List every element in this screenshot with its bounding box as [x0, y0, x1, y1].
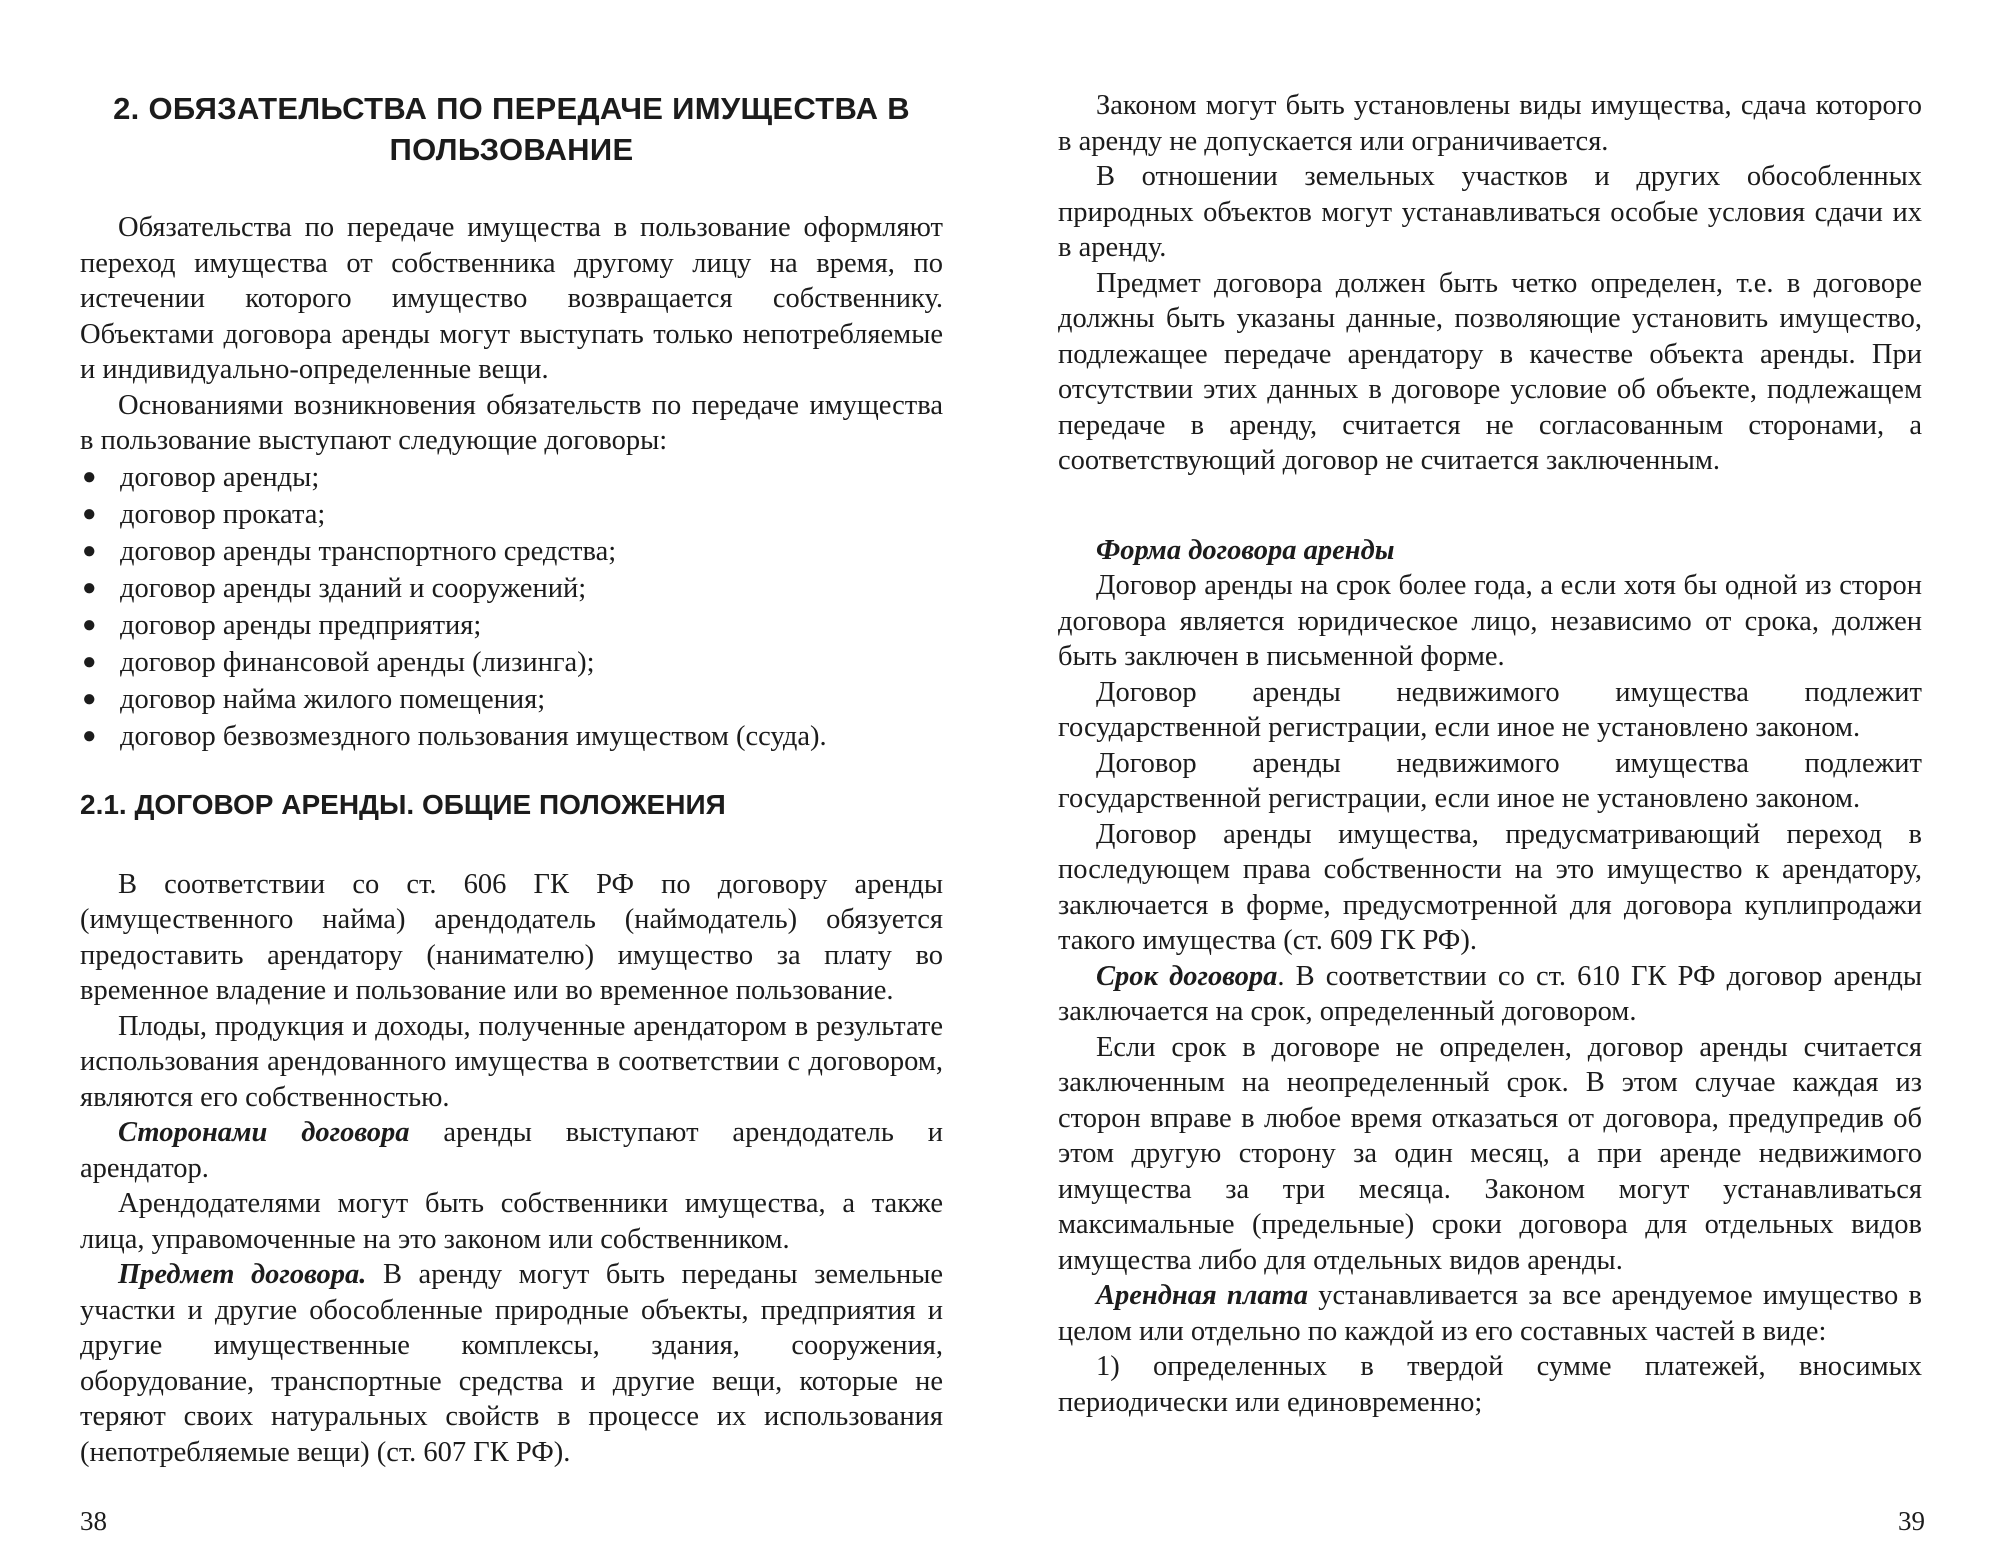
section-paragraph-5: [80, 1257, 943, 1470]
list-item-text: договор аренды предприятия;: [120, 609, 482, 641]
bullet-icon: ●: [82, 611, 97, 638]
section-paragraph-1: В соответствии со ст. 606 ГК РФ по договору аренды (имущественного найма) арендодатель (наймодатель) обязуется предоставить арендатору (нанимателю) имущество за плату во временное владение и пользование или во временное пользование.: [80, 868, 943, 1006]
list-item: [82, 533, 943, 570]
list-item: [82, 459, 943, 496]
intro-paragraph-1: Обязательства по передаче имущества в пользование оформляют переход имущества от собственника другому лицу на время, по истечении которого имущество возвращается собственнику. Объектами договора аренды могут выступать только непотребляемые и индивидуально-определенные вещи.: [80, 212, 943, 385]
right-paragraph-4: Договор аренды на срок более года, а если хотя бы одной из сторон договора является юридическое лицо, независимо от срока, должен быть заключен в письменной форме.: [1058, 570, 1922, 672]
section-paragraph-3: [80, 1115, 943, 1186]
subject-lead: Предмет договора.: [118, 1259, 367, 1290]
term-lead: Срок договора: [1096, 960, 1278, 992]
list-item-text: договор аренды;: [120, 461, 320, 493]
right-paragraph-1: Законом могут быть установлены виды имущества, сдача которого в аренду не допускается или ограничивается.: [1058, 90, 1922, 157]
contract-types-list: [80, 459, 943, 755]
list-item: [82, 496, 943, 533]
list-item-text: договор аренды транспортного средства;: [120, 535, 617, 567]
left-page-content: [80, 88, 943, 1470]
right-paragraph-9: Если срок в договоре не определен, договор аренды считается заключенным на неопределенный срок. В этом случае каждая из сторон вправе в любое время отказаться от договора, предупредив об этом другую сторону за один месяц, а при аренде недвижимого имущества за три месяца. Законом могут устанавливаться максимальные (предельные) сроки договора для отдельных видов имущества либо для отдельных видов аренды.: [1058, 1031, 1922, 1276]
bullet-icon: ●: [82, 463, 97, 490]
list-item-text: договор аренды зданий и сооружений;: [120, 572, 587, 604]
bullet-icon: ●: [82, 500, 97, 527]
bullet-icon: ●: [82, 648, 97, 675]
list-item: [82, 718, 943, 755]
list-item: [82, 644, 943, 681]
page-number-left: 38: [80, 1506, 107, 1536]
right-paragraph-11: 1) определенных в твердой сумме платежей, вносимых периодически или единовременно;: [1058, 1351, 1922, 1418]
list-item-text: договор найма жилого помещения;: [120, 683, 546, 715]
section-paragraph-4: Арендодателями могут быть собственники имущества, а также лица, управомоченные на это законом или собственником.: [80, 1188, 943, 1255]
right-page-content: [1058, 88, 1922, 1420]
chapter-title: 2. ОБЯЗАТЕЛЬСТВА ПО ПЕРЕДАЧЕ ИМУЩЕСТВА В ПОЛЬЗОВАНИЕ: [113, 91, 910, 167]
list-item: [82, 681, 943, 718]
subject-text: В аренду могут быть переданы земельные участки и другие обособленные природные объекты, предприятия и другие имущественные комплексы, здания, сооружения, оборудование, транспортные средства и другие вещи, которые не теряют своих натуральных свойств в процессе их использования (непотребляемые вещи) (ст. 607 ГК РФ).: [80, 1259, 943, 1468]
term-text: . В соответствии со ст. 610 ГК РФ договор аренды заключается на срок, определенный договором.: [1058, 960, 1922, 1027]
rent-lead: Арендная плата: [1096, 1280, 1308, 1311]
list-item-text: договор безвозмездного пользования имуществом (ссуда).: [120, 720, 827, 752]
bullet-icon: ●: [82, 574, 97, 601]
right-paragraph-5: Договор аренды недвижимого имущества подлежит государственной регистрации, если иное не установлено законом.: [1058, 676, 1922, 743]
bullet-icon: ●: [82, 537, 97, 564]
section-paragraph-2: Плоды, продукция и доходы, полученные арендатором в результате использования арендованного имущества в соответствии с договором, являются его собственностью.: [80, 1010, 943, 1113]
list-item: [82, 570, 943, 607]
right-paragraph-2: В отношении земельных участков и других обособленных природных объектов могут устанавливаться особые условия сдачи их в аренду.: [1058, 161, 1922, 263]
right-paragraph-3: Предмет договора должен быть четко определен, т.е. в договоре должны быть указаны данные, позволяющие установить имущество, подлежащее передаче арендатору в качестве объекта аренды. При отсутствии этих данных в договоре условие об объекте, подлежащем передаче в аренду, считается не согласованным сторонами, а соответствующий договор не считается заключенным.: [1058, 267, 1922, 476]
list-item-text: договор проката;: [120, 498, 326, 530]
right-paragraph-6: Договор аренды недвижимого имущества подлежит государственной регистрации, если иное не установлено законом.: [1058, 747, 1922, 814]
right-paragraph-10: [1058, 1278, 1922, 1349]
page-number-right: 39: [1898, 1506, 1925, 1536]
parties-lead: Сторонами договора: [118, 1117, 410, 1148]
section-title: 2.1. ДОГОВОР АРЕНДЫ. ОБЩИЕ ПОЛОЖЕНИЯ: [80, 788, 726, 820]
rent-text: устанавливается за все арендуемое имущество в целом или отдельно по каждой из его составных частей в виде:: [1058, 1280, 1922, 1347]
right-page: [1000, 0, 2000, 1557]
parties-text: аренды выступают арендодатель и арендатор.: [80, 1117, 943, 1184]
list-item-text: договор финансовой аренды (лизинга);: [120, 646, 595, 678]
form-subheading: Форма договора аренды: [1096, 534, 1395, 566]
list-item: [82, 607, 943, 644]
right-paragraph-8: [1058, 959, 1922, 1030]
intro-paragraph-2: Основаниями возникновения обязательств по передаче имущества в пользование выступают следующие договоры:: [80, 389, 943, 456]
right-paragraph-7: Договор аренды имущества, предусматривающий переход в последующем права собственности на это имущество к арендатору, заключается в форме, предусмотренной для договора куплипродажи такого имущества (ст. 609 ГК РФ).: [1058, 818, 1922, 956]
bullet-icon: ●: [82, 722, 97, 749]
bullet-icon: ●: [82, 685, 97, 712]
